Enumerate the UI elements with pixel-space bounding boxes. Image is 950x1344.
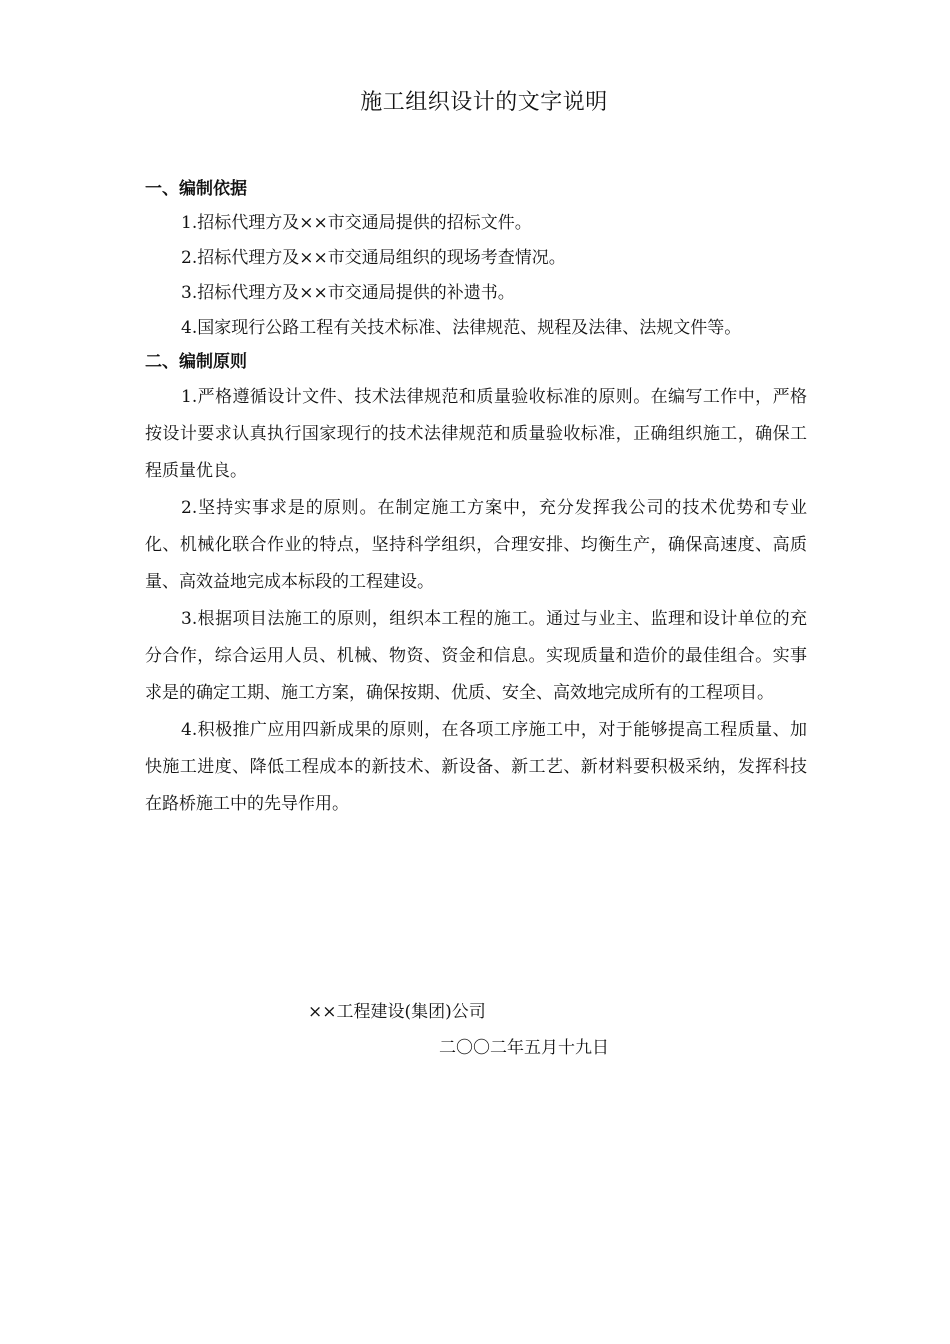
document-title: 施工组织设计的文字说明 [360,90,608,115]
section-heading-principles: 二、编制原则 [145,352,247,372]
signature-date: 二〇〇二年五月十九日 [439,1038,609,1058]
basis-item-1: 1.招标代理方及××市交通局提供的招标文件。 [181,213,532,233]
basis-item-2: 2.招标代理方及××市交通局组织的现场考查情况。 [181,248,566,268]
signature-company: ××工程建设(集团)公司 [308,1002,486,1022]
document-body [145,173,807,823]
principle-paragraph-2: 2.坚持实事求是的原则。在制定施工方案中，充分发挥我公司的技术优势和专业化、机械化联合作业的特点，坚持科学组织，合理安排、均衡生产，确保高速度、高质量、高效益地完成本标段的工程建设。 [145,498,807,592]
principle-paragraph-3: 3.根据项目法施工的原则，组织本工程的施工。通过与业主、监理和设计单位的充分合作，综合运用人员、机械、物资、资金和信息。实现质量和造价的最佳组合。实事求是的确定工期、施工方案，确保按期、优质、安全、高效地完成所有的工程项目。 [145,609,807,703]
principle-paragraph-4: 4.积极推广应用四新成果的原则，在各项工序施工中，对于能够提高工程质量、加快施工进度、降低工程成本的新技术、新设备、新工艺、新材料要积极采纳，发挥科技在路桥施工中的先导作用。 [145,720,807,814]
basis-item-3: 3.招标代理方及××市交通局提供的补遗书。 [181,283,515,303]
basis-item-4: 4.国家现行公路工程有关技术标准、法律规范、规程及法律、法规文件等。 [181,318,742,338]
principle-paragraph-1: 1.严格遵循设计文件、技术法律规范和质量验收标准的原则。在编写工作中，严格按设计要求认真执行国家现行的技术法律规范和质量验收标准，正确组织施工，确保工程质量优良。 [145,387,807,481]
section-heading-basis: 一、编制依据 [145,179,247,199]
